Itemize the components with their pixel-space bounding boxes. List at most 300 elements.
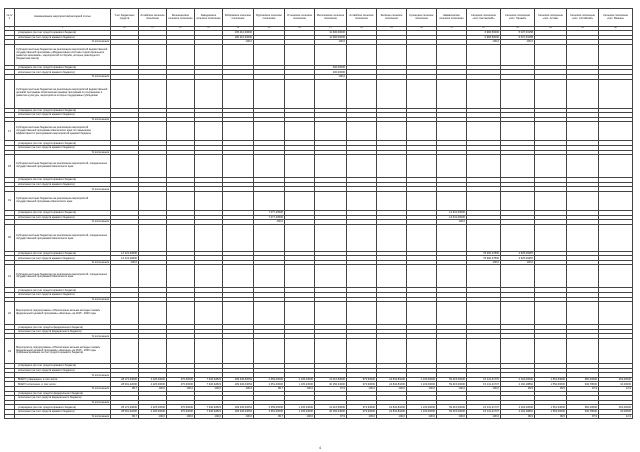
value-cell: 370,60000 bbox=[167, 409, 195, 414]
column-header: Учет бюджетных средств bbox=[111, 9, 139, 27]
value-cell bbox=[223, 265, 254, 288]
value-cell: 11 600,00000 bbox=[315, 31, 347, 36]
value-cell: 100,0 bbox=[437, 387, 467, 392]
value-cell: 100,0 bbox=[407, 387, 437, 392]
activity-description: Субсидии местным бюджетам на реализацию мероприятий ведомственной государственной программы «Модернизация системы территориального развития экономики», мероприятий по борьбе, которые реализуются (бюджетная смета) bbox=[15, 44, 111, 65]
value-cell bbox=[167, 339, 195, 364]
value-cell bbox=[377, 44, 407, 65]
value-cell bbox=[599, 155, 633, 178]
value-cell bbox=[501, 79, 535, 108]
value-cell: 41 016,59000 bbox=[315, 377, 347, 382]
value-cell bbox=[139, 224, 167, 251]
value-cell: 97,9 bbox=[315, 414, 347, 419]
value-cell bbox=[377, 191, 407, 210]
page-number: 4 bbox=[319, 446, 321, 450]
value-cell: 99,7 bbox=[254, 387, 285, 392]
value-cell: 14 121,29600 bbox=[111, 251, 139, 256]
value-cell bbox=[377, 122, 407, 141]
column-number: 27 bbox=[315, 27, 347, 31]
value-cell bbox=[167, 122, 195, 141]
column-header: Кузнецкое сельское поселение bbox=[407, 9, 437, 27]
value-cell bbox=[467, 155, 501, 178]
budget-line-label: исполнено (за счет средств краевого бюджета) bbox=[15, 256, 111, 261]
value-cell: 1 133,00000 bbox=[407, 409, 437, 414]
value-cell bbox=[139, 122, 167, 141]
value-cell: 100,0 bbox=[167, 414, 195, 419]
value-cell bbox=[407, 79, 437, 108]
budget-line-label: утверждено (за счет средств федерального бюджета) bbox=[15, 325, 111, 330]
value-cell bbox=[315, 79, 347, 108]
value-cell bbox=[567, 44, 599, 65]
budget-line-label: утверждено (за счет средств краевого бюджета) bbox=[15, 251, 111, 256]
table-row bbox=[5, 122, 640, 141]
value-cell: 1 554,00000 bbox=[535, 409, 567, 414]
value-cell bbox=[437, 302, 467, 325]
value-cell bbox=[467, 191, 501, 210]
value-cell bbox=[599, 224, 633, 251]
value-cell: 24 844,81000 bbox=[377, 377, 407, 382]
value-cell: 1 135,23000 bbox=[285, 405, 315, 410]
value-cell: 199 346,60054 bbox=[223, 405, 254, 410]
value-cell bbox=[407, 191, 437, 210]
value-cell bbox=[167, 44, 195, 65]
value-cell bbox=[347, 339, 377, 364]
row-number-cell: 17 bbox=[5, 122, 15, 141]
activity-description: Субсидии местным бюджетам на реализацию мероприятий государственной программы Камчатского края по повышению эффективности расходования мероприятий краевой бюджета bbox=[15, 122, 111, 141]
value-cell: 100,0 bbox=[285, 387, 315, 392]
value-cell bbox=[535, 265, 567, 288]
value-cell bbox=[347, 122, 377, 141]
budget-line-label: утверждено (за счет средств краевого бюджета) bbox=[15, 288, 111, 293]
value-cell: 370,60000 bbox=[167, 382, 195, 387]
value-cell: 100,0 bbox=[315, 40, 347, 45]
value-cell: 100,0 bbox=[347, 387, 377, 392]
row-number-cell: 20 bbox=[5, 224, 15, 251]
value-cell bbox=[315, 191, 347, 210]
row-number-cell: 23 bbox=[5, 339, 15, 364]
value-cell bbox=[315, 302, 347, 325]
value-cell: 4 225,00000 bbox=[139, 377, 167, 382]
value-cell bbox=[111, 302, 139, 325]
value-cell bbox=[195, 155, 223, 178]
value-cell: 4 225,00000 bbox=[139, 405, 167, 410]
value-cell bbox=[195, 339, 223, 364]
value-cell: 97,9 bbox=[567, 414, 599, 419]
table-row bbox=[5, 265, 640, 288]
value-cell: 1 561,63000 bbox=[535, 405, 567, 410]
value-cell bbox=[377, 155, 407, 178]
value-cell: 99,5 bbox=[535, 414, 567, 419]
budget-line-label: утверждено (за счет средств краевого бюджета) bbox=[15, 405, 111, 410]
value-cell: 100,0 bbox=[254, 220, 285, 225]
value-cell bbox=[347, 224, 377, 251]
budget-line-label: утверждено (за счет средств федерального бюджета) bbox=[15, 391, 111, 396]
value-cell: 7 946,32823 bbox=[195, 405, 223, 410]
value-cell: 100,0 bbox=[167, 387, 195, 392]
value-cell bbox=[111, 339, 139, 364]
budget-line-label: исполнено (за счет средств краевого бюджета) bbox=[15, 215, 111, 220]
activity-description: Субсидии местным бюджетам на реализацию мероприятий, определенных государственной программой Камчатского края bbox=[15, 224, 111, 251]
value-cell: 100,0 bbox=[139, 414, 167, 419]
activity-description: Субсидии местным бюджетам на реализацию мероприятий, определенных государственной программой Камчатского края bbox=[15, 155, 111, 178]
value-cell bbox=[315, 122, 347, 141]
value-cell: 15 141,21737 bbox=[467, 409, 501, 414]
value-cell: 4 625,09387 bbox=[501, 256, 535, 261]
row-number-cell: 19 bbox=[5, 191, 15, 210]
budget-line-label: исполнено (за счет средств краевого бюджета) bbox=[15, 409, 111, 414]
column-number: 25 bbox=[254, 27, 285, 31]
percent-label: % исполнения bbox=[15, 187, 111, 192]
column-header: Зелёное сельское поселение bbox=[377, 9, 407, 27]
value-cell bbox=[501, 339, 535, 364]
column-header: Сельское поселение «пос. Горный» bbox=[501, 9, 535, 27]
value-cell bbox=[437, 44, 467, 65]
value-cell: 28 172,29000 bbox=[111, 405, 139, 410]
value-cell bbox=[223, 155, 254, 178]
value-cell: 24 844,81000 bbox=[377, 409, 407, 414]
value-cell bbox=[254, 224, 285, 251]
value-cell: 200,00000 bbox=[315, 65, 347, 70]
column-number: 20 bbox=[111, 27, 139, 31]
value-cell: 78 390,27800 bbox=[467, 256, 501, 261]
value-cell bbox=[139, 339, 167, 364]
header-row bbox=[5, 9, 640, 27]
value-cell: 1 133,00000 bbox=[407, 382, 437, 387]
budget-line-label: утверждено (за счет средств краевого бюджета) bbox=[15, 178, 111, 183]
value-cell: 100,0 bbox=[377, 414, 407, 419]
value-cell bbox=[567, 339, 599, 364]
value-cell: 2 359,00000 bbox=[254, 377, 285, 382]
value-cell: 100,0 bbox=[467, 414, 501, 419]
value-cell bbox=[501, 191, 535, 210]
value-cell bbox=[223, 224, 254, 251]
value-cell bbox=[139, 302, 167, 325]
value-cell: 200,00000 bbox=[315, 70, 347, 75]
value-cell bbox=[139, 191, 167, 210]
value-cell bbox=[501, 302, 535, 325]
value-cell: 940,78000 bbox=[567, 409, 599, 414]
value-cell: 7 077,40500 bbox=[254, 215, 285, 220]
value-cell bbox=[567, 122, 599, 141]
row-number-cell bbox=[5, 414, 15, 419]
value-cell bbox=[437, 224, 467, 251]
value-cell bbox=[139, 79, 167, 108]
value-cell: 199 346,04054 bbox=[223, 382, 254, 387]
value-cell bbox=[407, 122, 437, 141]
value-cell: 14 641,00000 bbox=[437, 210, 467, 215]
value-cell: 11 600,00000 bbox=[315, 35, 347, 40]
value-cell bbox=[254, 302, 285, 325]
row-number-cell bbox=[5, 44, 15, 65]
value-cell bbox=[407, 155, 437, 178]
value-cell: 100,0 bbox=[347, 414, 377, 419]
value-cell: 40 156,44000 bbox=[315, 409, 347, 414]
value-cell bbox=[437, 339, 467, 364]
value-cell: 1 133,00000 bbox=[407, 405, 437, 410]
budget-line-label: утверждено (за счет средств краевого бюджета) bbox=[15, 364, 111, 369]
value-cell bbox=[377, 265, 407, 288]
value-cell bbox=[599, 265, 633, 288]
value-cell bbox=[223, 191, 254, 210]
budget-line-label: утверждено (за счет средств краевого бюджета) bbox=[15, 210, 111, 215]
value-cell: 99,7 bbox=[111, 414, 139, 419]
column-header: Заводинское сельское поселение bbox=[195, 9, 223, 27]
activity-description: Мероприятия подпрограммы «Обеспечение жильем молодых семей» федеральной целевой программы «Жилище» на 2015 - 2020 годы bbox=[15, 302, 111, 325]
value-cell bbox=[167, 191, 195, 210]
value-cell bbox=[223, 122, 254, 141]
value-cell bbox=[285, 339, 315, 364]
value-cell: 263,00000 bbox=[599, 405, 633, 410]
column-header: Бельагашское сельское поселение bbox=[167, 9, 195, 27]
value-cell: 15 141,21737 bbox=[467, 405, 501, 410]
value-cell bbox=[195, 79, 223, 108]
table-row bbox=[5, 339, 640, 364]
value-cell: 100,0 bbox=[223, 40, 254, 45]
value-cell bbox=[223, 44, 254, 65]
value-cell bbox=[567, 79, 599, 108]
value-cell bbox=[111, 155, 139, 178]
value-cell: 2 359,00000 bbox=[254, 405, 285, 410]
budget-line-label: исполнено (за счет средств краевого бюджета) bbox=[15, 182, 111, 187]
value-cell: 195 410,00600 bbox=[223, 31, 254, 36]
value-cell bbox=[407, 302, 437, 325]
value-cell: 78 390,27800 bbox=[467, 251, 501, 256]
value-cell: 2 351,00000 bbox=[254, 409, 285, 414]
budget-line-label: исполнено (за счет средств федерального бюджета) bbox=[15, 329, 111, 334]
value-cell bbox=[501, 224, 535, 251]
value-cell: 97,9 bbox=[567, 387, 599, 392]
column-number: 22 bbox=[167, 27, 195, 31]
value-cell: 370,60000 bbox=[167, 405, 195, 410]
column-header: Сельское поселение «пос. Алтайский» bbox=[567, 9, 599, 27]
column-number: 29 bbox=[377, 27, 407, 31]
value-cell bbox=[347, 155, 377, 178]
value-cell bbox=[437, 155, 467, 178]
value-cell bbox=[599, 339, 633, 364]
value-cell: 2 192,18862 bbox=[501, 382, 535, 387]
percent-label: % исполнения bbox=[15, 414, 111, 419]
column-header: Сельское поселение «пос. Кастанский» bbox=[467, 9, 501, 27]
value-cell bbox=[407, 339, 437, 364]
percent-label: % исполнения bbox=[15, 260, 111, 265]
value-cell bbox=[567, 191, 599, 210]
value-cell bbox=[315, 224, 347, 251]
value-cell: 14 121,29600 bbox=[111, 256, 139, 261]
value-cell bbox=[501, 44, 535, 65]
column-header: Алтайское сельское поселение bbox=[347, 9, 377, 27]
budget-line-label: утверждено (за счет средств краевого бюджета) bbox=[15, 108, 111, 113]
value-cell bbox=[377, 302, 407, 325]
value-cell bbox=[377, 79, 407, 108]
value-cell: 28 172,29000 bbox=[111, 377, 139, 382]
column-number: 21 bbox=[139, 27, 167, 31]
value-cell: 100,0 bbox=[501, 40, 535, 45]
value-cell: 99,9 bbox=[501, 414, 535, 419]
value-cell: 1 135,23000 bbox=[285, 377, 315, 382]
value-cell: 195 410,00600 bbox=[223, 35, 254, 40]
value-cell bbox=[111, 224, 139, 251]
value-cell bbox=[285, 44, 315, 65]
value-cell: 973,93000 bbox=[347, 377, 377, 382]
value-cell: 59 415,00000 bbox=[437, 409, 467, 414]
value-cell: 100,0 bbox=[195, 414, 223, 419]
value-cell bbox=[195, 191, 223, 210]
value-cell bbox=[167, 224, 195, 251]
value-cell bbox=[535, 224, 567, 251]
budget-line-label: утверждено (за счет средств краевого бюджета) bbox=[15, 65, 111, 70]
value-cell bbox=[285, 191, 315, 210]
value-cell: 28 091,22000 bbox=[111, 409, 139, 414]
value-cell: 34,00000 bbox=[599, 382, 633, 387]
value-cell bbox=[285, 155, 315, 178]
value-cell: 100,0 bbox=[139, 387, 167, 392]
value-cell bbox=[407, 224, 437, 251]
value-cell: 1 554,00000 bbox=[535, 382, 567, 387]
value-cell bbox=[285, 79, 315, 108]
value-cell: 7 946,32823 bbox=[195, 382, 223, 387]
percent-label: % исполнения bbox=[15, 400, 111, 405]
budget-line-label: исполнено (за счет средств краевого бюджета) bbox=[15, 368, 111, 373]
value-cell: 40 156,44000 bbox=[315, 382, 347, 387]
activity-description: Субсидии местным бюджетам на реализацию мероприятий государственной программы Камчатского края bbox=[15, 191, 111, 210]
column-header: Наименование мероприятия/расходной статьи bbox=[15, 9, 111, 27]
value-cell bbox=[535, 339, 567, 364]
value-cell bbox=[501, 155, 535, 178]
column-header: Бурлинское сельское поселение bbox=[254, 9, 285, 27]
column-number: 35 bbox=[567, 27, 599, 31]
percent-label: % исполнения bbox=[15, 387, 111, 392]
value-cell bbox=[254, 265, 285, 288]
budget-line-label: ВСЕГО утверждено, в том числе: bbox=[15, 377, 111, 382]
table-row bbox=[5, 79, 640, 108]
value-cell bbox=[167, 79, 195, 108]
value-cell bbox=[599, 191, 633, 210]
value-cell: 7 946,32823 bbox=[195, 409, 223, 414]
budget-line-label: утверждено (за счет средств краевого бюджета) bbox=[15, 31, 111, 36]
value-cell bbox=[195, 265, 223, 288]
value-cell: 6 996,50000 bbox=[467, 35, 501, 40]
value-cell bbox=[347, 265, 377, 288]
value-cell bbox=[223, 339, 254, 364]
value-cell bbox=[467, 265, 501, 288]
value-cell bbox=[347, 302, 377, 325]
value-cell bbox=[254, 122, 285, 141]
value-cell bbox=[254, 339, 285, 364]
value-cell: 1 561,63000 bbox=[535, 377, 567, 382]
budget-line-label: исполнено (за счет средств краевого бюджета) bbox=[15, 70, 111, 75]
value-cell bbox=[315, 339, 347, 364]
value-cell: 7 946,32823 bbox=[195, 377, 223, 382]
column-number: 26 bbox=[285, 27, 315, 31]
value-cell bbox=[139, 44, 167, 65]
value-cell bbox=[347, 44, 377, 65]
column-number: 31 bbox=[437, 27, 467, 31]
value-cell: 15 141,21737 bbox=[467, 382, 501, 387]
percent-label: % исполнения bbox=[15, 117, 111, 122]
percent-label: % исполнения bbox=[15, 74, 111, 79]
column-number: 32 bbox=[467, 27, 501, 31]
value-cell bbox=[599, 44, 633, 65]
value-cell: 97,9 bbox=[315, 387, 347, 392]
value-cell bbox=[285, 224, 315, 251]
value-cell bbox=[195, 302, 223, 325]
value-cell bbox=[111, 191, 139, 210]
value-cell: 100,0 bbox=[111, 260, 139, 265]
column-header: Алтайское сельское поселение bbox=[139, 9, 167, 27]
column-number: 34 bbox=[535, 27, 567, 31]
value-cell: 1 135,23000 bbox=[285, 409, 315, 414]
value-cell: 263,00000 bbox=[599, 377, 633, 382]
value-cell: 199 346,60054 bbox=[223, 377, 254, 382]
table-row bbox=[5, 302, 640, 325]
table-row bbox=[5, 224, 640, 251]
value-cell bbox=[377, 224, 407, 251]
value-cell bbox=[437, 191, 467, 210]
value-cell: 5 037,03158 bbox=[501, 35, 535, 40]
value-cell: 99,7 bbox=[254, 414, 285, 419]
value-cell bbox=[501, 265, 535, 288]
value-cell bbox=[254, 44, 285, 65]
value-cell: 59 415,00000 bbox=[437, 405, 467, 410]
budget-line-label: ВСЕГО исполнено, в том числе: bbox=[15, 382, 111, 387]
value-cell: 4 225,00000 bbox=[139, 409, 167, 414]
budget-execution-table bbox=[4, 8, 640, 419]
value-cell bbox=[599, 122, 633, 141]
column-number: 1 bbox=[5, 27, 15, 31]
table-row bbox=[5, 44, 640, 65]
value-cell bbox=[535, 155, 567, 178]
value-cell: 99,7 bbox=[111, 387, 139, 392]
row-number-cell bbox=[5, 79, 15, 108]
value-cell: 41 016,59000 bbox=[315, 405, 347, 410]
value-cell: 12,9 bbox=[599, 387, 633, 392]
percent-label: % исполнения bbox=[15, 297, 111, 302]
value-cell bbox=[599, 302, 633, 325]
value-cell bbox=[139, 265, 167, 288]
value-cell: 34,00000 bbox=[599, 409, 633, 414]
column-number: 36 bbox=[599, 27, 633, 31]
value-cell bbox=[195, 122, 223, 141]
column-header: Устьинское сельское поселение bbox=[285, 9, 315, 27]
value-cell: 100,0 bbox=[467, 387, 501, 392]
column-number: 23 bbox=[195, 27, 223, 31]
value-cell bbox=[167, 265, 195, 288]
value-cell: 1 133,00000 bbox=[407, 377, 437, 382]
value-cell: 59 415,00000 bbox=[437, 377, 467, 382]
value-cell bbox=[535, 122, 567, 141]
value-cell bbox=[167, 155, 195, 178]
value-cell: 100,0 bbox=[467, 40, 501, 45]
value-cell bbox=[111, 122, 139, 141]
budget-line-label: исполнено (за счет средств краевого бюджета) bbox=[15, 293, 111, 298]
value-cell: 960,40000 bbox=[567, 405, 599, 410]
budget-line-label: исполнено (за счет средств федерального бюджета) bbox=[15, 396, 111, 401]
value-cell: 100,0 bbox=[223, 414, 254, 419]
column-number: 24 bbox=[223, 27, 254, 31]
value-cell bbox=[567, 224, 599, 251]
value-cell bbox=[467, 224, 501, 251]
value-cell bbox=[254, 155, 285, 178]
value-cell: 973,93000 bbox=[347, 409, 377, 414]
value-cell: 5 037,03158 bbox=[501, 31, 535, 36]
value-cell: 7 077,40500 bbox=[254, 210, 285, 215]
value-cell: 14 641,00000 bbox=[437, 215, 467, 220]
value-cell bbox=[407, 265, 437, 288]
value-cell bbox=[467, 44, 501, 65]
value-cell bbox=[195, 224, 223, 251]
value-cell bbox=[111, 265, 139, 288]
value-cell: 15 141,21737 bbox=[467, 377, 501, 382]
